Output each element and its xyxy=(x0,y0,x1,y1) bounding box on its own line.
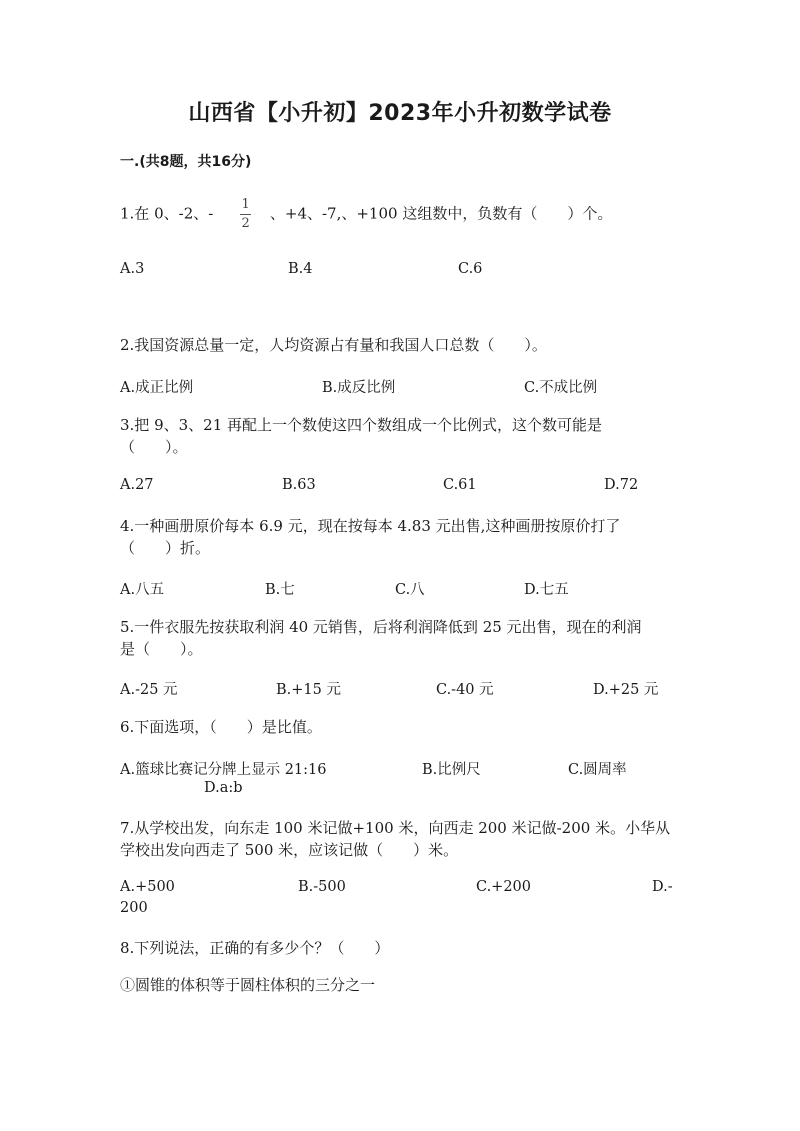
question-5-line-2: 是（ ）。 xyxy=(120,640,203,658)
q3-option-b: B.63 xyxy=(282,477,316,493)
question-1 xyxy=(120,198,612,231)
question-4-line-2: （ ）折。 xyxy=(120,539,211,557)
q5-option-c: C.-40 元 xyxy=(436,682,494,698)
question-3-line-2: （ ）。 xyxy=(120,438,188,456)
q7-option-c: C.+200 xyxy=(476,879,532,895)
q7-option-a: A.+500 xyxy=(120,879,175,895)
q4-option-d: D.七五 xyxy=(524,582,569,598)
q3-option-d: D.72 xyxy=(604,477,639,493)
q1-option-b: B.4 xyxy=(288,261,313,277)
q8-statement-1: ①圆锥的体积等于圆柱体积的三分之一 xyxy=(120,976,376,994)
fraction-denominator: 2 xyxy=(241,216,250,231)
page-title: 山西省【小升初】2023年小升初数学试卷 xyxy=(188,101,612,126)
q1-option-c: C.6 xyxy=(458,261,483,277)
q2-option-a: A.成正比例 xyxy=(120,380,194,396)
q3-option-c: C.61 xyxy=(443,477,477,493)
question-7-line-1: 7.从学校出发，向东走 100 米记做+100 米，向西走 200 米记做-200 米。小华从 xyxy=(120,819,671,837)
q6-option-d: D.a:b xyxy=(204,780,243,796)
question-6: 6.下面选项，（ ）是比值。 xyxy=(120,718,322,736)
q6-option-b: B.比例尺 xyxy=(422,762,481,778)
q3-option-a: A.27 xyxy=(120,477,154,493)
q2-option-c: C.不成比例 xyxy=(524,380,598,396)
q1-option-a: A.3 xyxy=(120,261,145,277)
question-3-line-1: 3.把 9、3、21 再配上一个数使这四个数组成一个比例式，这个数可能是 xyxy=(120,416,603,434)
q4-option-c: C.八 xyxy=(395,582,425,598)
q7-option-d: D.- xyxy=(652,879,673,895)
q5-option-d: D.+25 元 xyxy=(593,682,659,698)
fraction-bar xyxy=(240,214,251,215)
question-4-line-1: 4.一种画册原价每本 6.9 元，现在按每本 4.83 元出售,这种画册按原价打了 xyxy=(120,517,621,535)
q6-option-a: A.篮球比赛记分牌上显示 21:16 xyxy=(120,762,327,778)
question-8: 8.下列说法，正确的有多少个？（ ） xyxy=(120,939,390,957)
q4-option-b: B.七 xyxy=(265,582,295,598)
q2-option-b: B.成反比例 xyxy=(322,380,396,396)
question-1-text-start: 1.在 0、-2、- xyxy=(120,204,214,223)
q6-option-c: C.圆周率 xyxy=(568,762,627,778)
q4-option-a: A.八五 xyxy=(120,582,165,598)
q7-option-b: B.-500 xyxy=(298,879,346,895)
section-header: 一.(共8题，共16分) xyxy=(120,154,252,170)
question-1-text-end: 、+4、-7,、+100 这组数中，负数有（ ）个。 xyxy=(269,204,613,223)
question-7-line-2: 学校出发向西走了 500 米，应该记做（ ）米。 xyxy=(120,841,459,859)
q5-option-b: B.+15 元 xyxy=(276,682,341,698)
question-2: 2.我国资源总量一定，人均资源占有量和我国人口总数（ ）。 xyxy=(120,336,547,354)
q7-option-d-wrap: 200 xyxy=(120,900,148,916)
question-5-line-1: 5.一件衣服先按获取利润 40 元销售，后将利润降低到 25 元出售，现在的利润 xyxy=(120,618,642,636)
fraction-numerator: 1 xyxy=(241,197,250,212)
fraction-one-half xyxy=(240,198,251,231)
q5-option-a: A.-25 元 xyxy=(120,682,178,698)
